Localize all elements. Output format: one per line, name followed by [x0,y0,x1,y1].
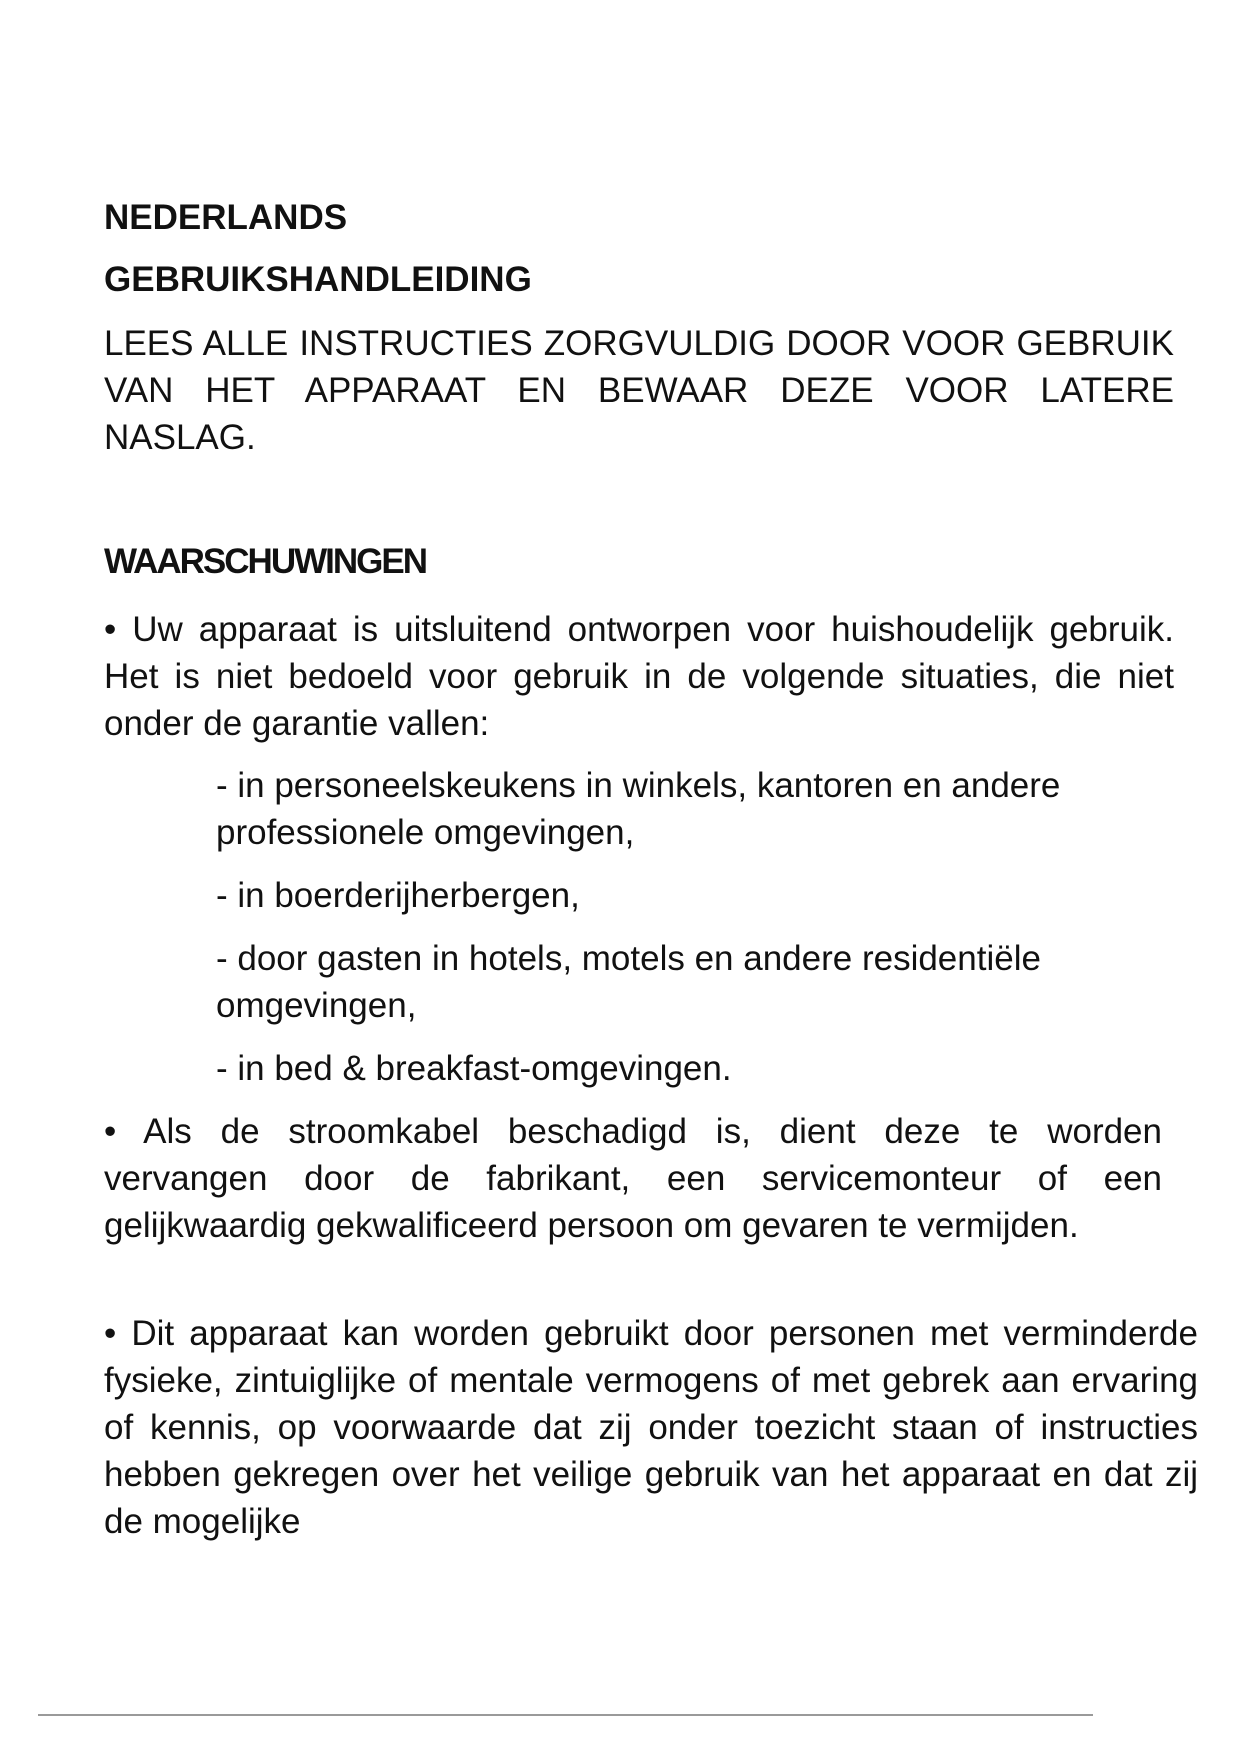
warning-list-item: - in bed & breakfast-omgevingen. [216,1049,732,1088]
warning-list-item: - in boerderijherbergen, [216,876,580,915]
warnings-heading: WAARSCHUWINGEN [104,542,426,581]
warning-list-item: - in personeelskeukens in winkels, kantoren en andere professionele omgevingen, [216,766,1061,852]
language-heading: NEDERLANDS [104,198,348,237]
warning-power-cable: • Als de stroomkabel beschadigd is, dient deze te worden vervangen door de fabrikant, een servicemonteur of een gelijkwaardig gekwalificeerd persoon om gevaren te vermijden. [104,1112,1162,1245]
warning-list-item: - door gasten in hotels, motels en andere residentiële omgevingen, [216,939,1041,1025]
manual-heading: GEBRUIKSHANDLEIDING [104,260,532,299]
warning-reduced-capabilities: • Dit apparaat kan worden gebruikt door personen met verminderde fysieke, zintuiglijke of mentale vermogens of met gebrek aan ervaring of kennis, op voorwaarde dat zij onder toezicht staan of instructies hebben gekregen over het veilige gebruik van het apparaat en dat zij de mogelijke [104,1314,1198,1541]
intro-paragraph: LEES ALLE INSTRUCTIES ZORGVULDIG DOOR VOOR GEBRUIK VAN HET APPARAAT EN BEWAAR DEZE VOOR LATERE NASLAG. [104,324,1174,457]
warning-household-use: • Uw apparaat is uitsluitend ontworpen voor huishoudelijk gebruik. Het is niet bedoeld voor gebruik in de volgende situaties, die niet onder de garantie vallen: [104,610,1174,743]
page-bottom-rule [38,1714,1093,1716]
